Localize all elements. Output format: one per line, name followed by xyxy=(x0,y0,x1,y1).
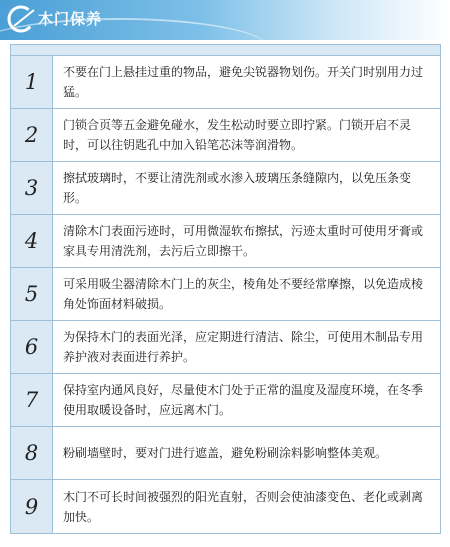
row-number: 9 xyxy=(11,480,53,533)
table-row xyxy=(11,268,440,321)
row-text: 不要在门上悬挂过重的物品，避免尖锐器物划伤。开关门时别用力过猛。 xyxy=(53,56,440,108)
c-swoosh-logo-icon xyxy=(6,4,36,34)
row-text: 保持室内通风良好，尽量使木门处于正常的温度及湿度环境，在冬季使用取暖设备时，应远离木门。 xyxy=(53,374,440,426)
header-banner xyxy=(0,0,450,40)
table-row xyxy=(11,480,440,533)
row-number: 5 xyxy=(11,268,53,320)
table-row xyxy=(11,427,440,480)
table-row xyxy=(11,374,440,427)
row-number: 1 xyxy=(11,56,53,108)
row-text: 粉刷墙壁时，要对门进行遮盖，避免粉刷涂料影响整体美观。 xyxy=(53,427,440,479)
row-number: 4 xyxy=(11,215,53,267)
row-text: 门锁合页等五金避免碰水，发生松动时要立即拧紧。门锁开启不灵时，可以往钥匙孔中加入铅笔芯沫等润滑物。 xyxy=(53,109,440,161)
table-header-strip xyxy=(11,45,440,56)
row-number: 3 xyxy=(11,162,53,214)
row-number: 6 xyxy=(11,321,53,373)
care-tips-table xyxy=(10,44,441,534)
row-number: 7 xyxy=(11,374,53,426)
page-title: 木门保养 xyxy=(38,10,103,28)
row-text: 木门不可长时间被强烈的阳光直射，否则会使油漆变色、老化或剥离加快。 xyxy=(53,480,440,533)
table-row xyxy=(11,56,440,109)
row-number: 2 xyxy=(11,109,53,161)
table-row xyxy=(11,109,440,162)
table-row xyxy=(11,215,440,268)
table-row xyxy=(11,321,440,374)
row-text: 为保持木门的表面光泽，应定期进行清洁、除尘，可使用木制品专用养护液对表面进行养护。 xyxy=(53,321,440,373)
table-row xyxy=(11,162,440,215)
row-number: 8 xyxy=(11,427,53,479)
row-text: 擦拭玻璃时，不要让清洗剂或水渗入玻璃压条缝隙内，以免压条变形。 xyxy=(53,162,440,214)
row-text: 可采用吸尘器清除木门上的灰尘，棱角处不要经常摩擦，以免造成棱角处饰面材料破损。 xyxy=(53,268,440,320)
row-text: 清除木门表面污迹时，可用微湿软布擦拭，污迹太重时可使用牙膏或家具专用清洗剂，去污后立即擦干。 xyxy=(53,215,440,267)
